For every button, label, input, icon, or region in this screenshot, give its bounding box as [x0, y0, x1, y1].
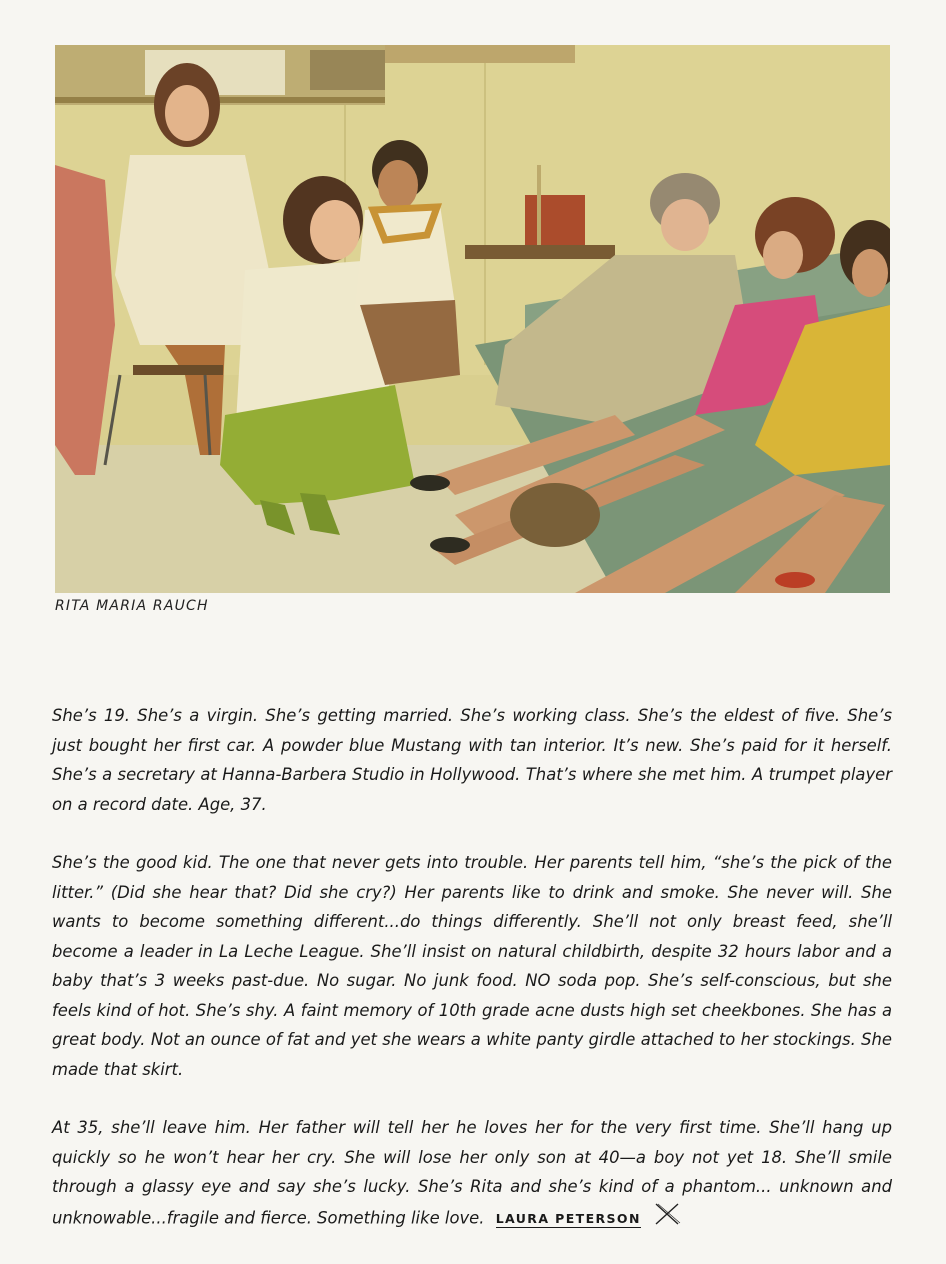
vintage-party-photo — [55, 45, 890, 593]
article-body — [52, 701, 892, 1264]
author-signature: LAURA PETERSON — [495, 1210, 641, 1226]
paragraph-3: At 35, she’ll leave him. Her father will tell her he loves her for the very first time. She’ll hang up quickly so he won’t hear her cry. She will lose her only son at 40—a boy not yet 18. She’ll smile through a glassy eye and say she’s lucky. She’s Rita and she’s kind of a phantom... unknown and unknowable...fragile and fierce. Something like love. LAURA PETERSON — [52, 1113, 892, 1235]
photo — [55, 45, 890, 593]
emphasis-him: him. — [710, 765, 747, 784]
photo-caption: RITA MARIA RAUCH — [55, 598, 209, 614]
x-mark-icon — [653, 1202, 681, 1236]
paragraph-2: She’s the good kid. The one that never gets into trouble. Her parents tell him, “she’s the pick of the litter.” (Did she hear that? Did she cry?) Her parents like to drink and smoke. She never will. She wants to become something different...do things differently. She’ll not only breast feed, she’ll become a leader in La Leche League. She’ll insist on natural childbirth, despite 32 hours labor and a baby that’s 3 weeks past-due. No sugar. No junk food. NO soda pop. She’s self-conscious, but she feels kind of hot. She’s shy. A faint memory of 10th grade acne dusts high set cheekbones. She has a great body. Not an ounce of fat and yet she wears a white panty girdle attached to her stockings. She made that skirt. — [52, 853, 892, 1079]
paragraph-1: She’s 19. She’s a virgin. She’s getting married. She’s working class. She’s the eldest of five. She’s just bought her first car. A powder blue Mustang with tan interior. It’s new. She’s paid for it herself. She’s a secretary at Hanna-Barbera Studio in Hollywood. That’s where she met him. A trumpet player on a record date. Age, 37. — [52, 706, 893, 814]
